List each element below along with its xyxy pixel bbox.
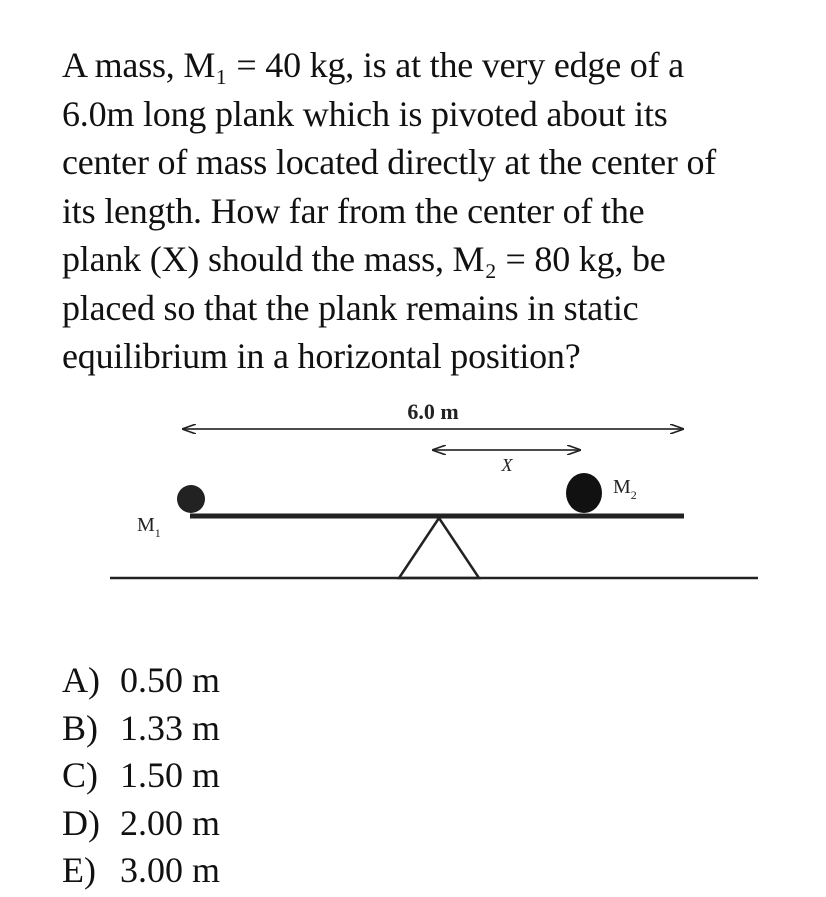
choice-e[interactable] (62, 847, 220, 895)
mass1-label: $M_1$ (137, 514, 161, 540)
fulcrum (399, 518, 479, 578)
choice-b[interactable] (62, 705, 220, 753)
length-label: 6.0 m (407, 399, 459, 424)
seesaw-diagram (0, 380, 826, 600)
question-line: 6.0m long plank which is pivoted about its (62, 93, 668, 134)
question-line: placed so that the plank remains in static (62, 287, 639, 328)
choice-d[interactable] (62, 800, 220, 848)
choice-c[interactable] (62, 752, 220, 800)
question-line: center of mass located directly at the center of (62, 142, 717, 182)
choice-letter: E) (62, 850, 96, 890)
question-line: equilibrium in a horizontal position? (62, 336, 581, 376)
choice-value: 1.50 m (120, 755, 221, 795)
mass1-ball (177, 485, 205, 513)
choice-value: 1.33 m (120, 707, 221, 748)
distance-label: X (501, 455, 513, 475)
question-line: A mass, M₁ = 40 kg, is at the very edge of a (62, 45, 684, 85)
choice-value: 0.50 m (120, 660, 221, 700)
choice-value: 3.00 m (120, 850, 221, 890)
choice-letter: D) (62, 802, 100, 843)
question-line: its length. How far from the center of the (62, 190, 645, 231)
choice-letter: B) (62, 707, 98, 748)
choice-letter: A) (62, 660, 100, 700)
choice-value: 2.00 m (120, 802, 221, 843)
question-line: plank (X) should the mass, M₂ = 80 kg, be (62, 239, 666, 279)
mass2-ball (566, 473, 602, 513)
answer-choices (62, 657, 220, 895)
mass2-label: $M_2$ (613, 476, 637, 502)
choice-a[interactable] (62, 657, 220, 705)
question-text (62, 41, 822, 381)
choice-letter: C) (62, 755, 98, 795)
